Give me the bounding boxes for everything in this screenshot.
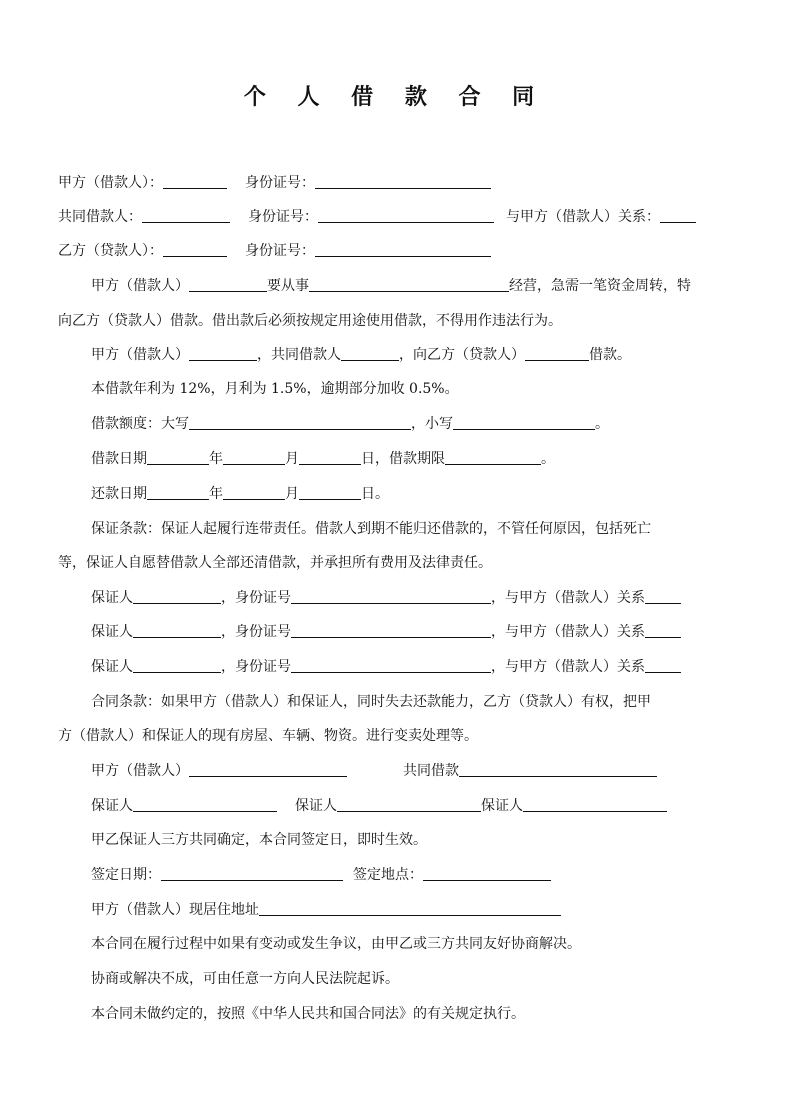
guarantor-relation-label: ，与甲方（借款人）关系 — [491, 659, 645, 675]
sign-date-label: 签定日期： — [91, 867, 161, 883]
text-engage: 要从事 — [267, 278, 309, 294]
guarantor-id-label: ，身份证号 — [221, 624, 291, 640]
interest-clause: 本借款年利为 12%，月利为 1.5%，逾期部分加收 0.5%。 — [91, 381, 459, 397]
residence-label: 甲方（借款人）现居住地址 — [91, 902, 259, 918]
co-borrower-id-label: 身份证号： — [248, 209, 318, 225]
business-borrower-field[interactable] — [189, 277, 267, 292]
guarantor-2-name-field[interactable] — [133, 623, 221, 638]
sign-date-place-row — [91, 866, 551, 884]
sign-co-borrower-field[interactable] — [459, 762, 657, 777]
guarantor-row-1 — [91, 589, 681, 607]
guarantor-3-id-field[interactable] — [291, 658, 491, 673]
court-clause: 协商或解决不成，可由任意一方向人民法院起诉。 — [91, 971, 399, 987]
dispute-clause: 本合同在履行过程中如果有变动或发生争议，由甲乙或三方共同友好协商解决。 — [91, 936, 581, 952]
co-borrower-relation-label: 与甲方（借款人）关系： — [506, 209, 660, 225]
co-borrower-id-field[interactable] — [318, 208, 494, 223]
loan-term-end: 。 — [541, 451, 555, 467]
loan-year-field[interactable] — [147, 450, 209, 465]
guarantor-relation-label: ，与甲方（借款人）关系 — [491, 624, 645, 640]
sign-date-field[interactable] — [161, 866, 343, 881]
repay-day-field[interactable] — [299, 485, 361, 500]
amount-lower-label: ，小写 — [411, 416, 453, 432]
sign-guarantor-2-field[interactable] — [337, 797, 481, 812]
amount-upper-label: 借款额度：大写 — [91, 416, 189, 432]
party-a-id-label: 身份证号： — [245, 175, 315, 191]
party-a-id-field[interactable] — [315, 174, 491, 189]
guarantor-3-name-field[interactable] — [133, 658, 221, 673]
guarantor-row-3 — [91, 658, 681, 676]
guarantor-1-relation-field[interactable] — [645, 589, 681, 604]
sign-place-field[interactable] — [423, 866, 551, 881]
loan-date-row — [91, 450, 555, 468]
business-type-field[interactable] — [309, 277, 509, 292]
business-paragraph-line2: 向乙方（贷款人）借款。借出款后必须按规定用途使用借款，不得用作违法行为。 — [58, 313, 562, 329]
amount-upper-field[interactable] — [189, 415, 411, 430]
party-b-id-field[interactable] — [315, 242, 491, 257]
party-a-name-field[interactable] — [163, 174, 227, 189]
repay-day-end: 日。 — [361, 486, 389, 502]
co-borrower-row — [58, 208, 696, 226]
signature-row-2 — [91, 797, 667, 815]
co-borrower-relation-field[interactable] — [660, 208, 696, 223]
guarantor-row-2 — [91, 623, 681, 641]
guarantor-1-name-field[interactable] — [133, 589, 221, 604]
business-paragraph — [91, 277, 691, 295]
repay-date-label: 还款日期 — [91, 486, 147, 502]
loan-borrower-field[interactable] — [189, 346, 257, 361]
amount-lower-field[interactable] — [453, 415, 595, 430]
loan-term-field[interactable] — [445, 450, 541, 465]
party-a-row — [58, 174, 491, 192]
party-b-name-field[interactable] — [163, 242, 227, 257]
text-party-b: ，向乙方（贷款人） — [399, 347, 525, 363]
contract-clause-line1: 合同条款：如果甲方（借款人）和保证人，同时失去还款能力，乙方（贷款人）有权，把甲 — [91, 694, 651, 710]
sign-guarantor-label: 保证人 — [91, 798, 133, 814]
guarantor-id-label: ，身份证号 — [221, 590, 291, 606]
text-party-a: 甲方（借款人） — [91, 347, 189, 363]
text-co-borrower: ，共同借款人 — [257, 347, 341, 363]
year-label: 年 — [209, 451, 223, 467]
guarantor-label: 保证人 — [91, 590, 133, 606]
contract-clause-line2: 方（借款人）和保证人的现有房屋、车辆、物资。进行变卖处理等。 — [58, 728, 478, 744]
text-borrow: 借款。 — [589, 347, 631, 363]
law-clause: 本合同未做约定的，按照《中华人民共和国合同法》的有关规定执行。 — [91, 1006, 525, 1022]
page-title: 个 人 借 款 合 同 — [243, 85, 547, 110]
loan-date-label: 借款日期 — [91, 451, 147, 467]
month-label: 月 — [285, 486, 299, 502]
amount-row — [91, 415, 609, 433]
party-b-id-label: 身份证号： — [245, 243, 315, 259]
party-a-label: 甲方（借款人）： — [58, 175, 163, 191]
guarantor-2-id-field[interactable] — [291, 623, 491, 638]
party-b-label: 乙方（贷款人）： — [58, 243, 163, 259]
guarantee-clause-line2: 等，保证人自愿替借款人全部还清借款，并承担所有费用及法律责任。 — [58, 555, 492, 571]
loan-month-field[interactable] — [223, 450, 285, 465]
guarantor-label: 保证人 — [91, 659, 133, 675]
guarantor-id-label: ，身份证号 — [221, 659, 291, 675]
loan-co-borrower-field[interactable] — [341, 346, 399, 361]
amount-end: 。 — [595, 416, 609, 432]
text-party-a: 甲方（借款人） — [91, 278, 189, 294]
guarantor-label: 保证人 — [91, 624, 133, 640]
guarantee-clause-line1: 保证条款：保证人起履行连带责任。借款人到期不能归还借款的，不管任何原因，包括死亡 — [91, 521, 651, 537]
sign-guarantor-label: 保证人 — [481, 798, 523, 814]
sign-guarantor-1-field[interactable] — [133, 797, 277, 812]
loan-parties-paragraph — [91, 346, 631, 364]
loan-lender-field[interactable] — [525, 346, 589, 361]
guarantor-1-id-field[interactable] — [291, 589, 491, 604]
sign-co-borrower-label: 共同借款 — [403, 763, 459, 779]
year-label: 年 — [209, 486, 223, 502]
repay-date-row — [91, 485, 389, 503]
sign-guarantor-3-field[interactable] — [523, 797, 667, 812]
sign-place-label: 签定地点： — [353, 867, 423, 883]
guarantor-relation-label: ，与甲方（借款人）关系 — [491, 590, 645, 606]
effective-clause: 甲乙保证人三方共同确定，本合同签定日，即时生效。 — [91, 832, 427, 848]
loan-day-field[interactable] — [299, 450, 361, 465]
month-label: 月 — [285, 451, 299, 467]
loan-term-label: 日，借款期限 — [361, 451, 445, 467]
repay-month-field[interactable] — [223, 485, 285, 500]
repay-year-field[interactable] — [147, 485, 209, 500]
sign-party-a-label: 甲方（借款人） — [91, 763, 189, 779]
party-b-row — [58, 242, 491, 260]
residence-row — [91, 901, 561, 919]
co-borrower-label: 共同借款人： — [58, 209, 142, 225]
text-operation: 经营，急需一笔资金周转，特 — [509, 278, 691, 294]
co-borrower-name-field[interactable] — [142, 208, 230, 223]
sign-party-a-field[interactable] — [189, 762, 347, 777]
residence-field[interactable] — [259, 901, 561, 916]
guarantor-2-relation-field[interactable] — [645, 623, 681, 638]
sign-guarantor-label: 保证人 — [295, 798, 337, 814]
signature-row-1 — [91, 762, 657, 780]
guarantor-3-relation-field[interactable] — [645, 658, 681, 673]
